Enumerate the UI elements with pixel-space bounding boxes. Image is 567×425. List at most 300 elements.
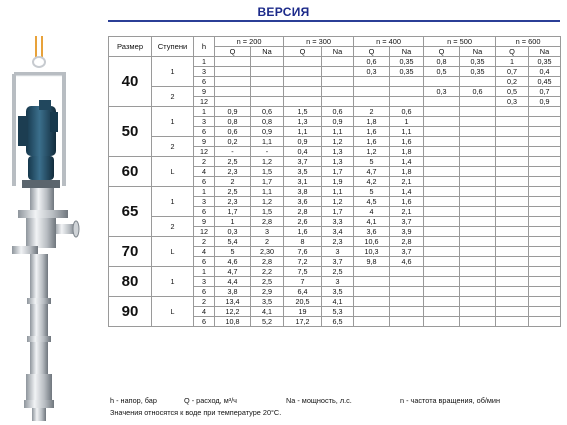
flow-cell: [496, 137, 529, 147]
stages-cell: 1: [152, 187, 194, 217]
head-cell: 6: [194, 207, 215, 217]
flow-cell: 4,1: [354, 217, 390, 227]
power-cell: 0,6: [460, 87, 496, 97]
power-cell: [529, 167, 561, 177]
flow-cell: 2,8: [284, 207, 322, 217]
flow-cell: [496, 187, 529, 197]
flow-cell: [284, 97, 322, 107]
power-cell: 1,7: [322, 207, 354, 217]
power-cell: [460, 197, 496, 207]
header-h: h: [194, 37, 215, 57]
header-na: Na: [529, 47, 561, 57]
power-cell: [460, 257, 496, 267]
power-cell: 0,35: [390, 67, 424, 77]
power-cell: 0,8: [251, 117, 284, 127]
flow-cell: 1: [215, 217, 251, 227]
flow-cell: 2: [215, 177, 251, 187]
header-na: Na: [460, 47, 496, 57]
legend-q: Q - расход, м³/ч: [184, 396, 237, 405]
flow-cell: 1,6: [354, 137, 390, 147]
flow-cell: 0,8: [215, 117, 251, 127]
stages-cell: 1: [152, 57, 194, 87]
flow-cell: [424, 307, 460, 317]
size-cell: 40: [109, 57, 152, 107]
flow-cell: 4: [354, 207, 390, 217]
table-row: [109, 217, 561, 227]
power-cell: 1,2: [322, 197, 354, 207]
power-cell: 1,2: [251, 157, 284, 167]
table-row: [109, 87, 561, 97]
flow-cell: [424, 227, 460, 237]
flow-cell: [496, 217, 529, 227]
power-cell: 5,3: [322, 307, 354, 317]
flow-cell: [354, 267, 390, 277]
flow-cell: [424, 317, 460, 327]
flow-cell: 0,6: [354, 57, 390, 67]
power-cell: [390, 317, 424, 327]
flow-cell: 3,8: [284, 187, 322, 197]
power-cell: [460, 177, 496, 187]
flow-cell: 3,7: [284, 157, 322, 167]
flow-cell: [354, 297, 390, 307]
table-row: [109, 137, 561, 147]
flow-cell: [354, 97, 390, 107]
power-cell: 1,7: [322, 167, 354, 177]
power-cell: 2,9: [251, 287, 284, 297]
flow-cell: 20,5: [284, 297, 322, 307]
flow-cell: 6,4: [284, 287, 322, 297]
head-cell: 1: [194, 107, 215, 117]
flow-cell: 0,4: [284, 147, 322, 157]
page-title: ВЕРСИЯ: [257, 5, 310, 19]
power-cell: [460, 207, 496, 217]
size-cell: 90: [109, 297, 152, 327]
table-row: [109, 297, 561, 307]
power-cell: 0,35: [460, 67, 496, 77]
power-cell: 4,1: [251, 307, 284, 317]
flow-cell: 0,3: [496, 97, 529, 107]
flow-cell: 2,6: [284, 217, 322, 227]
power-cell: 3,7: [390, 217, 424, 227]
flow-cell: 0,7: [496, 67, 529, 77]
flow-cell: [424, 97, 460, 107]
flow-cell: 2,5: [215, 157, 251, 167]
flow-cell: 19: [284, 307, 322, 317]
flow-cell: 5: [354, 157, 390, 167]
power-cell: [460, 157, 496, 167]
power-cell: 1,1: [322, 127, 354, 137]
header-q: Q: [215, 47, 251, 57]
head-cell: 6: [194, 317, 215, 327]
power-cell: [529, 257, 561, 267]
power-cell: [460, 227, 496, 237]
flow-cell: 1,3: [284, 117, 322, 127]
power-cell: 1,4: [390, 187, 424, 197]
power-cell: [390, 297, 424, 307]
power-cell: 2,8: [390, 237, 424, 247]
flow-cell: [424, 117, 460, 127]
power-cell: [390, 307, 424, 317]
flow-cell: 1,5: [284, 107, 322, 117]
size-cell: 70: [109, 237, 152, 267]
flow-cell: [424, 127, 460, 137]
power-cell: 1,5: [251, 207, 284, 217]
flow-cell: 0,2: [215, 137, 251, 147]
stages-cell: L: [152, 157, 194, 187]
power-cell: [529, 187, 561, 197]
power-cell: [460, 187, 496, 197]
table-row: [109, 57, 561, 67]
flow-cell: 4,7: [215, 267, 251, 277]
head-cell: 12: [194, 147, 215, 157]
power-cell: 3: [251, 227, 284, 237]
power-cell: 1,3: [322, 157, 354, 167]
flow-cell: 3,6: [284, 197, 322, 207]
flow-cell: [424, 187, 460, 197]
power-cell: [529, 217, 561, 227]
legend-h: h - напор, бар: [110, 396, 157, 405]
power-cell: 3,4: [322, 227, 354, 237]
header-na: Na: [322, 47, 354, 57]
flow-cell: [496, 177, 529, 187]
power-cell: 1,1: [390, 127, 424, 137]
flow-cell: 0,9: [215, 107, 251, 117]
head-cell: 1: [194, 57, 215, 67]
flow-cell: [215, 67, 251, 77]
head-cell: 9: [194, 137, 215, 147]
power-cell: 1,8: [390, 167, 424, 177]
power-cell: 2,8: [251, 257, 284, 267]
flow-cell: [496, 227, 529, 237]
power-cell: 1,8: [390, 147, 424, 157]
flow-cell: [424, 287, 460, 297]
flow-cell: 4,4: [215, 277, 251, 287]
power-cell: 0,9: [529, 97, 561, 107]
power-cell: [529, 277, 561, 287]
flow-cell: 3,8: [215, 287, 251, 297]
flow-cell: [496, 127, 529, 137]
power-cell: 2,5: [251, 277, 284, 287]
power-cell: [251, 67, 284, 77]
stages-cell: L: [152, 237, 194, 267]
power-cell: 1,6: [390, 197, 424, 207]
power-cell: [460, 217, 496, 227]
power-cell: 0,9: [322, 117, 354, 127]
power-cell: 1,5: [251, 167, 284, 177]
power-cell: [529, 137, 561, 147]
power-cell: [460, 267, 496, 277]
power-cell: 1,7: [251, 177, 284, 187]
flow-cell: [424, 147, 460, 157]
flow-cell: [496, 237, 529, 247]
power-cell: 0,6: [322, 107, 354, 117]
flow-cell: 10,6: [354, 237, 390, 247]
flow-cell: 1,2: [354, 147, 390, 157]
flow-cell: 1,6: [354, 127, 390, 137]
footnote: Значения относятся к воде при температуре 20°С.: [110, 408, 282, 417]
size-cell: 60: [109, 157, 152, 187]
flow-cell: [424, 107, 460, 117]
head-cell: 2: [194, 157, 215, 167]
flow-cell: [496, 207, 529, 217]
flow-cell: 7,5: [284, 267, 322, 277]
power-cell: [390, 277, 424, 287]
flow-cell: [496, 197, 529, 207]
flow-cell: 7,2: [284, 257, 322, 267]
flow-cell: [424, 197, 460, 207]
header-speed: n = 200: [215, 37, 284, 47]
power-cell: 1,9: [322, 177, 354, 187]
head-cell: 6: [194, 127, 215, 137]
power-cell: [390, 87, 424, 97]
power-cell: [460, 107, 496, 117]
flow-cell: 5: [215, 247, 251, 257]
power-cell: [529, 237, 561, 247]
power-cell: [251, 77, 284, 87]
flow-cell: 10,3: [354, 247, 390, 257]
header-q: Q: [354, 47, 390, 57]
flow-cell: [424, 257, 460, 267]
head-cell: 2: [194, 237, 215, 247]
flow-cell: [284, 77, 322, 87]
flow-cell: [424, 207, 460, 217]
head-cell: 3: [194, 277, 215, 287]
size-cell: 50: [109, 107, 152, 157]
flow-cell: 2,3: [215, 197, 251, 207]
power-cell: 0,6: [251, 107, 284, 117]
flow-cell: 1,7: [215, 207, 251, 217]
power-cell: [460, 127, 496, 137]
power-cell: 0,35: [529, 57, 561, 67]
power-cell: [322, 87, 354, 97]
power-cell: 4,6: [390, 257, 424, 267]
flow-cell: [354, 87, 390, 97]
head-cell: 4: [194, 247, 215, 257]
power-cell: 0,45: [529, 77, 561, 87]
power-cell: [460, 167, 496, 177]
power-cell: 1,3: [322, 147, 354, 157]
flow-cell: [215, 87, 251, 97]
table-row: [109, 267, 561, 277]
power-cell: 3,3: [322, 217, 354, 227]
flow-cell: 12,2: [215, 307, 251, 317]
flow-cell: 0,8: [424, 57, 460, 67]
power-cell: [529, 247, 561, 257]
flow-cell: [424, 167, 460, 177]
table-row: [109, 107, 561, 117]
flow-cell: 1: [496, 57, 529, 67]
flow-cell: [284, 57, 322, 67]
power-cell: [460, 277, 496, 287]
flow-cell: 4,2: [354, 177, 390, 187]
flow-cell: 1,1: [284, 127, 322, 137]
power-cell: 3: [322, 277, 354, 287]
power-cell: [460, 297, 496, 307]
flow-cell: [496, 307, 529, 317]
head-cell: 4: [194, 307, 215, 317]
flow-cell: 10,8: [215, 317, 251, 327]
power-cell: 0,7: [529, 87, 561, 97]
flow-cell: [496, 317, 529, 327]
flow-cell: [354, 277, 390, 287]
power-cell: 2,3: [322, 237, 354, 247]
header-speed: n = 300: [284, 37, 354, 47]
head-cell: 6: [194, 177, 215, 187]
power-cell: 2,1: [390, 177, 424, 187]
power-cell: 1,1: [251, 187, 284, 197]
head-cell: 3: [194, 67, 215, 77]
flow-cell: 0,3: [215, 227, 251, 237]
power-cell: 1,1: [322, 187, 354, 197]
power-cell: [529, 197, 561, 207]
flow-cell: 9,8: [354, 257, 390, 267]
performance-table: [108, 36, 561, 327]
flow-cell: [284, 67, 322, 77]
head-cell: 12: [194, 97, 215, 107]
flow-cell: [424, 237, 460, 247]
flow-cell: [215, 57, 251, 67]
flow-cell: 2,5: [215, 187, 251, 197]
flow-cell: 0,3: [424, 87, 460, 97]
power-cell: [529, 177, 561, 187]
head-cell: 9: [194, 217, 215, 227]
head-cell: 6: [194, 287, 215, 297]
power-cell: [529, 157, 561, 167]
flow-cell: [284, 87, 322, 97]
head-cell: 6: [194, 257, 215, 267]
flow-cell: 3,1: [284, 177, 322, 187]
power-cell: 0,4: [529, 67, 561, 77]
power-cell: [529, 307, 561, 317]
legend-n: n - частота вращения, об/мин: [400, 396, 501, 405]
stages-cell: 2: [152, 217, 194, 237]
power-cell: [529, 107, 561, 117]
power-cell: [322, 77, 354, 87]
flow-cell: [496, 157, 529, 167]
flow-cell: [354, 317, 390, 327]
power-cell: [460, 97, 496, 107]
head-cell: 6: [194, 77, 215, 87]
flow-cell: [354, 307, 390, 317]
flow-cell: 0,3: [354, 67, 390, 77]
power-cell: [460, 307, 496, 317]
pump-image: [4, 36, 84, 421]
power-cell: [529, 207, 561, 217]
flow-cell: [424, 247, 460, 257]
header-na: Na: [251, 47, 284, 57]
power-cell: 2,8: [251, 217, 284, 227]
power-cell: 0,9: [251, 127, 284, 137]
power-cell: 0,35: [390, 57, 424, 67]
table-row: [109, 157, 561, 167]
power-cell: 3,5: [322, 287, 354, 297]
header-q: Q: [284, 47, 322, 57]
flow-cell: [496, 267, 529, 277]
head-cell: 3: [194, 117, 215, 127]
head-cell: 1: [194, 187, 215, 197]
power-cell: 1,2: [322, 137, 354, 147]
flow-cell: 1,6: [284, 227, 322, 237]
stages-cell: 1: [152, 267, 194, 297]
head-cell: 4: [194, 167, 215, 177]
power-cell: 2,1: [390, 207, 424, 217]
flow-cell: 8: [284, 237, 322, 247]
flow-cell: [496, 257, 529, 267]
header-speed: n = 500: [424, 37, 496, 47]
head-cell: 9: [194, 87, 215, 97]
power-cell: 6,5: [322, 317, 354, 327]
flow-cell: [424, 137, 460, 147]
power-cell: 2,30: [251, 247, 284, 257]
flow-cell: [424, 177, 460, 187]
flow-cell: [215, 77, 251, 87]
flow-cell: [354, 77, 390, 87]
flow-cell: [215, 97, 251, 107]
size-cell: 80: [109, 267, 152, 297]
flow-cell: 0,5: [424, 67, 460, 77]
flow-cell: 4,5: [354, 197, 390, 207]
flow-cell: [424, 267, 460, 277]
flow-cell: 17,2: [284, 317, 322, 327]
power-cell: -: [251, 147, 284, 157]
power-cell: [251, 97, 284, 107]
power-cell: [460, 117, 496, 127]
flow-cell: 13,4: [215, 297, 251, 307]
flow-cell: [424, 277, 460, 287]
table-row: [109, 187, 561, 197]
power-cell: [460, 147, 496, 157]
flow-cell: [424, 77, 460, 87]
flow-cell: [496, 107, 529, 117]
power-cell: 2: [251, 237, 284, 247]
flow-cell: 2,3: [215, 167, 251, 177]
power-cell: [460, 247, 496, 257]
power-cell: 0,6: [390, 107, 424, 117]
table-row: [109, 237, 561, 247]
flow-cell: [354, 287, 390, 297]
power-cell: 2,2: [251, 267, 284, 277]
flow-cell: [496, 297, 529, 307]
stages-cell: 2: [152, 87, 194, 107]
power-cell: [390, 287, 424, 297]
flow-cell: 3,6: [354, 227, 390, 237]
power-cell: [251, 87, 284, 97]
header-row-speeds: [109, 37, 561, 47]
flow-cell: 1,8: [354, 117, 390, 127]
power-cell: 1,6: [390, 137, 424, 147]
power-cell: [251, 57, 284, 67]
head-cell: 1: [194, 267, 215, 277]
power-cell: 1,4: [390, 157, 424, 167]
power-cell: [529, 317, 561, 327]
stages-cell: L: [152, 297, 194, 327]
power-cell: 4,1: [322, 297, 354, 307]
flow-cell: 3,5: [284, 167, 322, 177]
power-cell: [322, 57, 354, 67]
power-cell: 1,2: [251, 197, 284, 207]
power-cell: [529, 117, 561, 127]
flow-cell: 4,7: [354, 167, 390, 177]
power-cell: [529, 297, 561, 307]
power-cell: 1,1: [251, 137, 284, 147]
flow-cell: [496, 147, 529, 157]
flow-cell: [496, 287, 529, 297]
flow-cell: [496, 277, 529, 287]
stages-cell: 2: [152, 137, 194, 157]
flow-cell: 0,6: [215, 127, 251, 137]
flow-cell: [424, 297, 460, 307]
power-cell: [322, 67, 354, 77]
